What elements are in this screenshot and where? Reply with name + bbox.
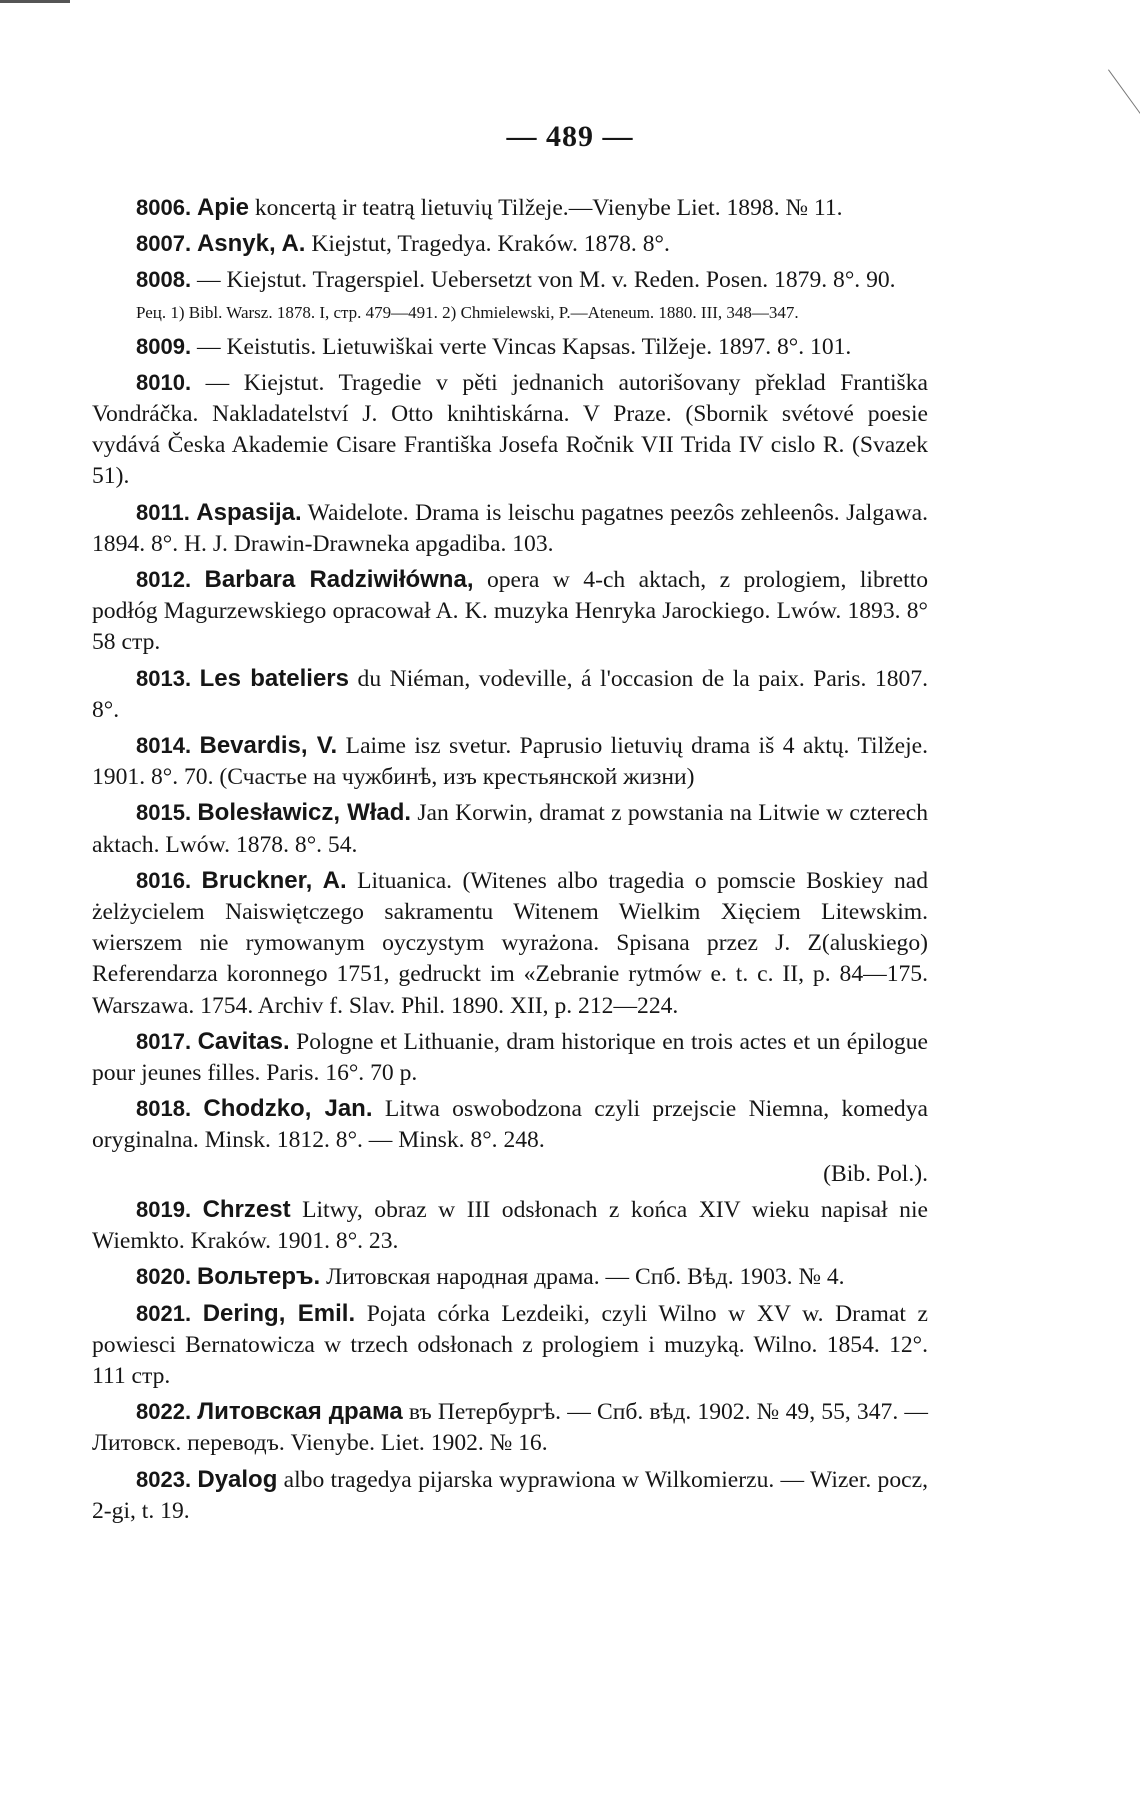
entry-author: Barbara Radziwiłówna,	[204, 566, 474, 594]
entry-author: Les bateliers	[199, 664, 349, 692]
entry-8023	[92, 1464, 928, 1527]
entry-text: Pologne et Lithuanie, dram historique en trois actes et un épilogue pour jeunes filles. Paris. 16°. 70 p.	[92, 1028, 928, 1087]
entry-text: Jan Korwin, dramat z powstania na Litwie w czterech aktach. Lwów. 1878. 8°. 54.	[92, 800, 929, 858]
entry-text: Pojata córka Lezdeiki, czyli Wilno w XV w. Dramat z powiesci Bernatowicza w trzech odsłonach z prologiem i muzyką. Wilno. 1854. 12°. 111 стр.	[92, 1300, 928, 1389]
entry-8019	[92, 1194, 928, 1257]
entry-number: 8020.	[136, 1264, 192, 1290]
entry-8016	[92, 865, 928, 1022]
entry-8014	[92, 730, 928, 793]
entry-8011	[92, 497, 928, 560]
entry-8017	[92, 1026, 928, 1089]
entry-author: Литовская драма	[197, 1398, 403, 1426]
review-note: Рец. 1) Bibl. Warsz. 1878. I, стр. 479—491. 2) Chmielewski, P.—Ateneum. 1880. III, 348—347.	[136, 302, 799, 322]
entry-author: Cavitas.	[197, 1027, 290, 1055]
entry-8015	[92, 797, 928, 860]
page-number: — 489 —	[506, 120, 634, 153]
entry-text: Литовская народная драма. — Спб. Вѣд. 1903. № 4.	[320, 1264, 845, 1291]
entry-8022	[92, 1396, 928, 1459]
entry-number: 8007.	[136, 231, 192, 257]
entry-text: Litwy, obraz w III odsłonach z końca XIV wieku napisał nie Wiemkto. Kraków. 1901. 8°. 23.	[92, 1196, 928, 1255]
source-note: (Bib. Pol.).	[823, 1160, 928, 1187]
bibliography-list	[92, 192, 928, 1531]
entry-author: Bolesławicz, Wład.	[197, 799, 412, 827]
entry-text: въ Петербургѣ. — Спб. вѣд. 1902. № 49, 55, 347. — Литовск. переводъ. Vienybe. Liet. 1902. № 16.	[92, 1399, 928, 1457]
entry-text: du Niéman, vodeville, á l'occasion de la paix. Paris. 1807. 8°.	[92, 665, 929, 723]
entry-text: albo tragedya pijarska wyprawiona w Wilkomierzu. — Wizer. pocz, 2-gi, t. 19.	[92, 1466, 928, 1524]
entry-text: koncertą ir teatrą lietuvių Tilžeje.—Vienybe Liet. 1898. № 11.	[248, 195, 843, 221]
entry-author: Dyalog	[197, 1465, 278, 1493]
entry-text: Litwa oswobodzona czyli przejscie Niemna, komedya oryginalna. Minsk. 1812. 8°. — Minsk. 8°. 248.	[92, 1096, 928, 1154]
entry-8006	[92, 192, 928, 224]
entry-number: 8016.	[136, 867, 192, 893]
entry-number: 8011.	[136, 499, 190, 525]
entry-number: 8018.	[136, 1096, 192, 1122]
entry-number: 8014.	[136, 733, 192, 759]
entry-text: — Kiejstut. Tragedie v pěti jednanich autorišovany překlad Františka Vondráčka. Nakladatelství J. Otto knihtiskárna. V Praze. (Sbornik svétové poesie vydává Česka Akademie Cisare Františka Josefa Ročnik VII Trida IV cislo R. (Svazek 51).	[92, 369, 928, 490]
entry-author: Вольтеръ.	[196, 1263, 321, 1291]
entry-number: 8023.	[136, 1466, 192, 1492]
entry-text: — Keistutis. Lietuwiškai verte Vincas Kapsas. Tilžeje. 1897. 8°. 101.	[191, 333, 852, 360]
entry-author: Bruckner, A.	[201, 866, 347, 894]
entry-author: Bevardis, V.	[199, 732, 338, 760]
entry-8010	[92, 367, 928, 493]
entry-8009	[92, 331, 928, 363]
entry-8007	[92, 228, 928, 260]
entry-number: 8019.	[136, 1196, 192, 1222]
entry-number: 8012.	[136, 567, 192, 593]
entry-text: Lituanica. (Witenes albo tragedia o pomscie Boskiey nad żelżycielem Naiswiętczego sakramentu Witenem Wielkim Xięciem Litewskim. wierszem nie rymowanym oyczystym wyrażona. Spisana przez J. Z(aluskiego) Referendarza koronnego 1751, gedruckt im «Zebranie rytmów e. t. c. II, p. 84—175. Warszawa. 1754. Archiv f. Slav. Phil. 1890. XII, p. 212—224.	[92, 867, 929, 1019]
entry-author: Chodzko, Jan.	[203, 1095, 373, 1123]
entry-number: 8015.	[136, 800, 192, 826]
entry-author: Aspasija.	[196, 498, 302, 526]
entry-8012	[92, 564, 928, 659]
entry-8020	[92, 1261, 928, 1293]
entry-text: Laime isz svetur. Paprusio lietuvių drama iš 4 aktų. Tilžeje. 1901. 8°. 70. (Счастье на чужбинѣ, изъ крестьянской жизни)	[92, 733, 929, 791]
entry-number: 8021.	[136, 1300, 192, 1326]
scan-edge-mark	[0, 0, 70, 3]
entry-number: 8010.	[136, 369, 192, 395]
entry-author: Asnyk, A.	[196, 230, 306, 258]
entry-8013	[92, 663, 928, 726]
entry-author: Dering, Emil.	[202, 1299, 356, 1327]
entry-8008	[92, 264, 928, 296]
entry-8021	[92, 1298, 928, 1393]
entry-number: 8022.	[136, 1399, 192, 1425]
entry-number: 8009.	[136, 333, 192, 359]
entry-author: Chrzest	[202, 1195, 291, 1223]
entry-number: 8017.	[136, 1028, 192, 1054]
entry-number: 8008.	[136, 267, 192, 293]
entry-text: Kiejstut, Tragedya. Kraków. 1878. 8°.	[305, 231, 670, 258]
entry-number: 8006.	[136, 195, 192, 220]
entry-number: 8013.	[136, 665, 192, 691]
entry-8018	[92, 1093, 928, 1156]
entry-text: Waidelote. Drama is leischu pagatnes peezôs zehleenôs. Jalgawa. 1894. 8°. H. J. Drawin-Drawneka apgadiba. 103.	[92, 499, 928, 557]
entry-author: Apie	[196, 194, 249, 221]
entry-text: opera w 4-ch aktach, z prologiem, libretto podłóg Magurzewskiego opracował A. K. muzyka Henryka Jarockiego. Lwów. 1893. 8° 58 стр.	[92, 567, 929, 656]
entry-text: — Kiejstut. Tragerspiel. Uebersetzt von M. v. Reden. Posen. 1879. 8°. 90.	[191, 267, 896, 294]
